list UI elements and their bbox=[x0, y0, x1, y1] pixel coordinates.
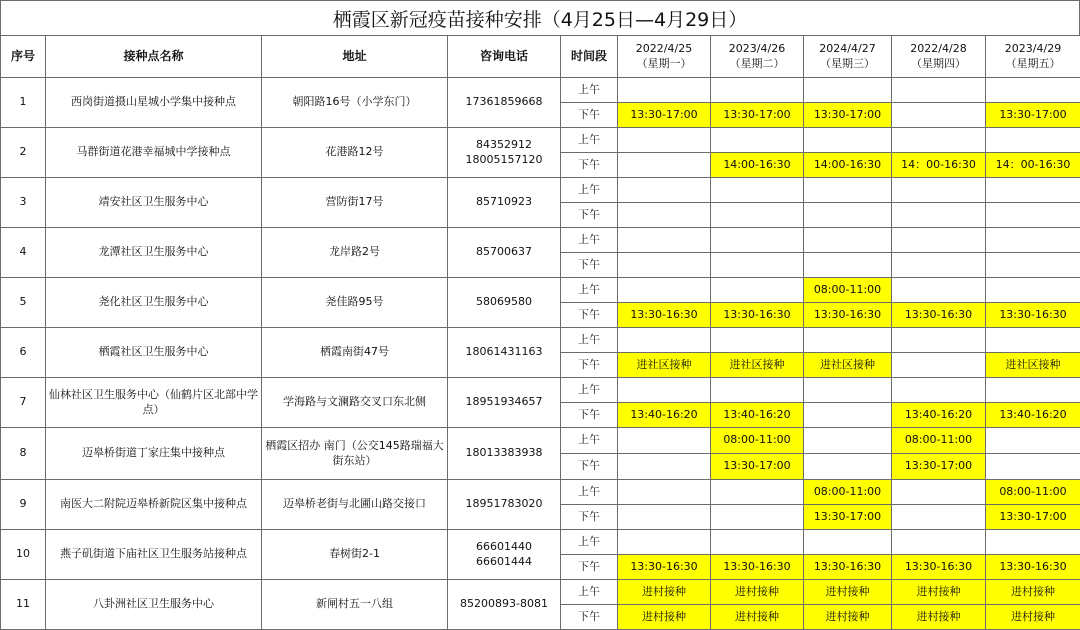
site-phone: 18013383938 bbox=[448, 428, 561, 480]
schedule-row-am bbox=[1, 228, 1080, 253]
slot-cell bbox=[892, 328, 986, 353]
site-phone: 66601440 66601444 bbox=[448, 530, 561, 580]
site-address: 花港路12号 bbox=[262, 128, 448, 178]
day-weekday: （星期三） bbox=[804, 57, 891, 71]
period-label: 上午 bbox=[561, 530, 618, 555]
slot-cell bbox=[804, 378, 892, 403]
schedule-row-am bbox=[1, 428, 1080, 454]
slot-cell bbox=[892, 78, 986, 103]
period-label: 下午 bbox=[561, 454, 618, 480]
slot-cell bbox=[804, 328, 892, 353]
slot-cell bbox=[986, 428, 1080, 454]
slot-cell: 08:00-11:00 bbox=[804, 278, 892, 303]
schedule-row-am bbox=[1, 128, 1080, 153]
slot-cell bbox=[618, 153, 711, 178]
slot-cell bbox=[618, 203, 711, 228]
header-day-5 bbox=[986, 36, 1080, 78]
slot-cell bbox=[986, 378, 1080, 403]
period-label: 上午 bbox=[561, 278, 618, 303]
site-phone: 84352912 18005157120 bbox=[448, 128, 561, 178]
slot-cell: 进村接种 bbox=[986, 605, 1080, 630]
period-label: 上午 bbox=[561, 78, 618, 103]
site-address: 栖霞南街47号 bbox=[262, 328, 448, 378]
slot-cell bbox=[618, 505, 711, 530]
slot-cell: 13:40-16:20 bbox=[986, 403, 1080, 428]
header-phone: 咨询电话 bbox=[448, 36, 561, 78]
slot-cell: 13:30-17:00 bbox=[892, 454, 986, 480]
slot-cell: 13:30-17:00 bbox=[804, 505, 892, 530]
slot-cell bbox=[892, 103, 986, 128]
day-date: 2024/4/27 bbox=[804, 42, 891, 56]
slot-cell: 13:30-17:00 bbox=[711, 454, 804, 480]
slot-cell bbox=[618, 128, 711, 153]
site-address: 营防街17号 bbox=[262, 178, 448, 228]
slot-cell bbox=[711, 328, 804, 353]
schedule-row-am bbox=[1, 530, 1080, 555]
slot-cell: 13:40-16:20 bbox=[711, 403, 804, 428]
header-site: 接种点名称 bbox=[46, 36, 262, 78]
day-weekday: （星期二） bbox=[711, 57, 803, 71]
slot-cell: 14：00-16:30 bbox=[986, 153, 1080, 178]
site-name: 迈皋桥街道丁家庄集中接种点 bbox=[46, 428, 262, 480]
slot-cell bbox=[618, 428, 711, 454]
period-label: 下午 bbox=[561, 103, 618, 128]
day-date: 2023/4/26 bbox=[711, 42, 803, 56]
site-name: 南医大二附院迈皋桥新院区集中接种点 bbox=[46, 480, 262, 530]
slot-cell: 13:30-16:30 bbox=[618, 555, 711, 580]
slot-cell: 13:30-16:30 bbox=[892, 555, 986, 580]
slot-cell bbox=[804, 203, 892, 228]
slot-cell: 14:00-16:30 bbox=[804, 153, 892, 178]
schedule-row-am bbox=[1, 278, 1080, 303]
site-address: 栖霞区招办 南门（公交145路瑞福大街东站） bbox=[262, 428, 448, 480]
period-label: 下午 bbox=[561, 253, 618, 278]
day-weekday: （星期五） bbox=[986, 57, 1080, 71]
day-date: 2022/4/25 bbox=[618, 42, 710, 56]
site-phone: 18951934657 bbox=[448, 378, 561, 428]
day-date: 2022/4/28 bbox=[892, 42, 985, 56]
slot-cell bbox=[804, 428, 892, 454]
header-row bbox=[1, 36, 1080, 78]
site-phone: 18061431163 bbox=[448, 328, 561, 378]
slot-cell: 进社区接种 bbox=[986, 353, 1080, 378]
site-address: 朝阳路16号（小学东门） bbox=[262, 78, 448, 128]
slot-cell: 13:30-16:30 bbox=[892, 303, 986, 328]
site-address: 龙岸路2号 bbox=[262, 228, 448, 278]
period-label: 下午 bbox=[561, 303, 618, 328]
slot-cell bbox=[618, 454, 711, 480]
site-phone: 17361859668 bbox=[448, 78, 561, 128]
schedule-row-am bbox=[1, 378, 1080, 403]
day-date: 2023/4/29 bbox=[986, 42, 1080, 56]
schedule-row-am bbox=[1, 328, 1080, 353]
period-label: 上午 bbox=[561, 378, 618, 403]
slot-cell bbox=[804, 228, 892, 253]
slot-cell bbox=[986, 328, 1080, 353]
slot-cell bbox=[892, 530, 986, 555]
slot-cell bbox=[618, 328, 711, 353]
period-label: 上午 bbox=[561, 328, 618, 353]
slot-cell: 08:00-11:00 bbox=[711, 428, 804, 454]
period-label: 下午 bbox=[561, 505, 618, 530]
slot-cell bbox=[618, 78, 711, 103]
slot-cell: 13:30-17:00 bbox=[986, 103, 1080, 128]
slot-cell bbox=[711, 228, 804, 253]
period-label: 下午 bbox=[561, 403, 618, 428]
slot-cell: 13:30-16:30 bbox=[618, 303, 711, 328]
slot-cell bbox=[892, 203, 986, 228]
slot-cell bbox=[618, 530, 711, 555]
slot-cell bbox=[892, 253, 986, 278]
slot-cell: 13:30-16:30 bbox=[804, 555, 892, 580]
slot-cell bbox=[711, 505, 804, 530]
site-phone: 18951783020 bbox=[448, 480, 561, 530]
header-period: 时间段 bbox=[561, 36, 618, 78]
slot-cell bbox=[804, 403, 892, 428]
slot-cell: 13:30-16:30 bbox=[804, 303, 892, 328]
day-weekday: （星期四） bbox=[892, 57, 985, 71]
site-no: 9 bbox=[1, 480, 46, 530]
period-label: 下午 bbox=[561, 153, 618, 178]
period-label: 上午 bbox=[561, 228, 618, 253]
slot-cell: 13:30-16:30 bbox=[986, 555, 1080, 580]
slot-cell: 进村接种 bbox=[618, 580, 711, 605]
slot-cell: 08:00-11:00 bbox=[986, 480, 1080, 505]
slot-cell bbox=[711, 203, 804, 228]
schedule-row-am bbox=[1, 480, 1080, 505]
slot-cell bbox=[986, 228, 1080, 253]
slot-cell bbox=[804, 178, 892, 203]
schedule-row-am bbox=[1, 78, 1080, 103]
site-phone: 58069580 bbox=[448, 278, 561, 328]
site-address: 新闸村五一八组 bbox=[262, 580, 448, 630]
slot-cell bbox=[804, 128, 892, 153]
site-no: 4 bbox=[1, 228, 46, 278]
site-address: 迈皋桥老街与北圃山路交接口 bbox=[262, 480, 448, 530]
site-name: 仙林社区卫生服务中心（仙鹤片区北部中学点） bbox=[46, 378, 262, 428]
slot-cell bbox=[986, 178, 1080, 203]
vaccination-schedule-table bbox=[0, 35, 1080, 630]
period-label: 上午 bbox=[561, 580, 618, 605]
site-name: 尧化社区卫生服务中心 bbox=[46, 278, 262, 328]
site-no: 2 bbox=[1, 128, 46, 178]
slot-cell bbox=[711, 480, 804, 505]
slot-cell: 14：00-16:30 bbox=[892, 153, 986, 178]
slot-cell: 进村接种 bbox=[618, 605, 711, 630]
site-no: 7 bbox=[1, 378, 46, 428]
slot-cell bbox=[618, 228, 711, 253]
slot-cell bbox=[618, 178, 711, 203]
slot-cell bbox=[711, 78, 804, 103]
header-no: 序号 bbox=[1, 36, 46, 78]
site-address: 尧佳路95号 bbox=[262, 278, 448, 328]
site-phone: 85200893-8081 bbox=[448, 580, 561, 630]
site-name: 栖霞社区卫生服务中心 bbox=[46, 328, 262, 378]
site-name: 靖安社区卫生服务中心 bbox=[46, 178, 262, 228]
slot-cell bbox=[986, 203, 1080, 228]
slot-cell bbox=[618, 278, 711, 303]
slot-cell: 13:30-17:00 bbox=[986, 505, 1080, 530]
slot-cell bbox=[711, 178, 804, 203]
slot-cell: 08:00-11:00 bbox=[892, 428, 986, 454]
site-no: 5 bbox=[1, 278, 46, 328]
slot-cell: 13:30-17:00 bbox=[711, 103, 804, 128]
period-label: 上午 bbox=[561, 128, 618, 153]
slot-cell bbox=[804, 454, 892, 480]
slot-cell bbox=[711, 278, 804, 303]
slot-cell bbox=[804, 78, 892, 103]
slot-cell: 进村接种 bbox=[892, 605, 986, 630]
slot-cell bbox=[711, 128, 804, 153]
slot-cell bbox=[892, 505, 986, 530]
slot-cell: 进村接种 bbox=[804, 605, 892, 630]
slot-cell: 13:30-17:00 bbox=[804, 103, 892, 128]
slot-cell bbox=[986, 253, 1080, 278]
slot-cell: 进村接种 bbox=[892, 580, 986, 605]
slot-cell bbox=[618, 378, 711, 403]
slot-cell bbox=[986, 128, 1080, 153]
slot-cell bbox=[892, 480, 986, 505]
header-day-3 bbox=[804, 36, 892, 78]
slot-cell: 进村接种 bbox=[711, 605, 804, 630]
slot-cell: 13:40-16:20 bbox=[618, 403, 711, 428]
slot-cell: 13:30-16:30 bbox=[711, 555, 804, 580]
site-name: 龙潭社区卫生服务中心 bbox=[46, 228, 262, 278]
slot-cell bbox=[618, 253, 711, 278]
site-phone: 85710923 bbox=[448, 178, 561, 228]
slot-cell: 进社区接种 bbox=[804, 353, 892, 378]
site-no: 3 bbox=[1, 178, 46, 228]
slot-cell: 进村接种 bbox=[986, 580, 1080, 605]
header-day-4 bbox=[892, 36, 986, 78]
slot-cell: 进村接种 bbox=[804, 580, 892, 605]
period-label: 上午 bbox=[561, 480, 618, 505]
slot-cell bbox=[986, 530, 1080, 555]
day-weekday: （星期一） bbox=[618, 57, 710, 71]
slot-cell: 13:30-16:30 bbox=[986, 303, 1080, 328]
slot-cell bbox=[804, 530, 892, 555]
site-address: 学海路与文澜路交叉口东北侧 bbox=[262, 378, 448, 428]
slot-cell bbox=[618, 480, 711, 505]
slot-cell bbox=[986, 454, 1080, 480]
site-name: 燕子矶街道下庙社区卫生服务站接种点 bbox=[46, 530, 262, 580]
slot-cell: 13:30-16:30 bbox=[711, 303, 804, 328]
slot-cell: 进社区接种 bbox=[618, 353, 711, 378]
slot-cell bbox=[711, 378, 804, 403]
slot-cell bbox=[986, 278, 1080, 303]
slot-cell bbox=[892, 278, 986, 303]
header-day-1 bbox=[618, 36, 711, 78]
site-no: 1 bbox=[1, 78, 46, 128]
site-phone: 85700637 bbox=[448, 228, 561, 278]
period-label: 上午 bbox=[561, 428, 618, 454]
period-label: 下午 bbox=[561, 203, 618, 228]
slot-cell bbox=[892, 128, 986, 153]
header-day-2 bbox=[711, 36, 804, 78]
slot-cell bbox=[892, 378, 986, 403]
slot-cell: 13:40-16:20 bbox=[892, 403, 986, 428]
schedule-row-am bbox=[1, 178, 1080, 203]
page-title: 栖霞区新冠疫苗接种安排（4月25日—4月29日） bbox=[0, 0, 1080, 35]
slot-cell: 08:00-11:00 bbox=[804, 480, 892, 505]
slot-cell bbox=[711, 530, 804, 555]
slot-cell bbox=[986, 78, 1080, 103]
slot-cell bbox=[892, 228, 986, 253]
slot-cell bbox=[892, 178, 986, 203]
schedule-row-am bbox=[1, 580, 1080, 605]
slot-cell bbox=[892, 353, 986, 378]
site-no: 11 bbox=[1, 580, 46, 630]
schedule-body bbox=[1, 78, 1080, 630]
site-address: 春树街2-1 bbox=[262, 530, 448, 580]
period-label: 下午 bbox=[561, 353, 618, 378]
period-label: 上午 bbox=[561, 178, 618, 203]
slot-cell: 14:00-16:30 bbox=[711, 153, 804, 178]
site-name: 八卦洲社区卫生服务中心 bbox=[46, 580, 262, 630]
period-label: 下午 bbox=[561, 555, 618, 580]
slot-cell: 进社区接种 bbox=[711, 353, 804, 378]
site-name: 马群街道花港幸福城中学接种点 bbox=[46, 128, 262, 178]
slot-cell bbox=[804, 253, 892, 278]
header-address: 地址 bbox=[262, 36, 448, 78]
site-no: 6 bbox=[1, 328, 46, 378]
site-no: 10 bbox=[1, 530, 46, 580]
slot-cell bbox=[711, 253, 804, 278]
site-no: 8 bbox=[1, 428, 46, 480]
slot-cell: 13:30-17:00 bbox=[618, 103, 711, 128]
site-name: 西岗街道摄山星城小学集中接种点 bbox=[46, 78, 262, 128]
slot-cell: 进村接种 bbox=[711, 580, 804, 605]
period-label: 下午 bbox=[561, 605, 618, 630]
